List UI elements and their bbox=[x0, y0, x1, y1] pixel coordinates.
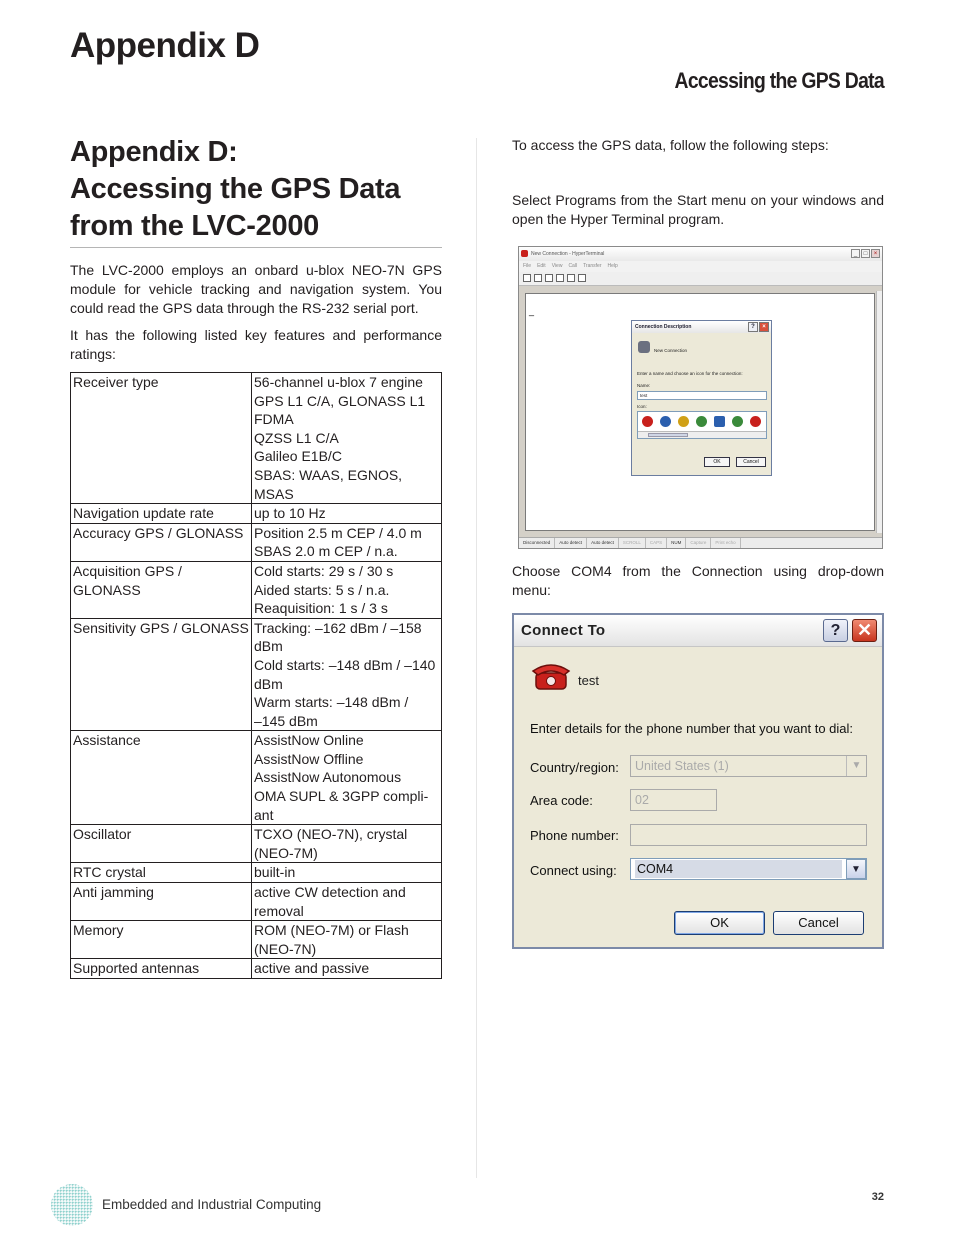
spec-key-line: Accuracy GPS / GLONASS bbox=[73, 524, 244, 541]
company-logo-icon bbox=[50, 1183, 94, 1227]
spec-row bbox=[71, 523, 442, 561]
ok-button[interactable]: OK bbox=[674, 911, 765, 935]
spec-value-line: (NEO-7N) bbox=[254, 940, 317, 957]
spec-value bbox=[252, 373, 442, 504]
connect-to-dialog-screenshot bbox=[512, 613, 884, 949]
earth-icon[interactable] bbox=[732, 416, 743, 427]
menu-view[interactable]: View bbox=[551, 263, 563, 269]
spec-row bbox=[71, 561, 442, 618]
spec-value-line: dBm bbox=[254, 675, 283, 692]
spec-key-line: Supported antennas bbox=[73, 960, 200, 977]
dialog-title-bar bbox=[632, 321, 771, 333]
section-title-line: Accessing the GPS Data bbox=[70, 173, 401, 205]
menu-help[interactable]: Help bbox=[607, 263, 618, 269]
chevron-down-icon[interactable]: ▼ bbox=[846, 859, 866, 879]
icon-picker[interactable] bbox=[637, 411, 767, 439]
left-column bbox=[70, 134, 442, 979]
area-code-label: Area code: bbox=[530, 793, 593, 808]
area-code-input[interactable]: 02 bbox=[630, 789, 717, 811]
spec-row bbox=[71, 373, 442, 504]
spec-key bbox=[71, 863, 252, 883]
spec-value-line: AssistNow Online bbox=[254, 732, 364, 749]
intro-paragraph: The LVC-2000 employs an onbard u-blox NEO-7N GPS module for vehicle tracking and navigation system. You could read the GPS data through the RS-232 serial port. bbox=[70, 262, 442, 316]
spec-key-line: Oscillator bbox=[73, 826, 132, 843]
spec-value-line: GPS L1 C/A, GLONASS L1 bbox=[254, 392, 426, 409]
connect-using-value: COM4 bbox=[635, 860, 842, 878]
spec-value-line: Cold starts: 29 s / 30 s bbox=[254, 562, 394, 579]
connection-name: test bbox=[578, 673, 599, 688]
spec-value-line: dBm bbox=[254, 638, 283, 655]
step-intro-paragraph: To access the GPS data, follow the following steps: bbox=[512, 137, 829, 153]
spec-value-line: TCXO (NEO-7N), crystal bbox=[254, 826, 408, 843]
running-head: Accessing the GPS Data bbox=[674, 68, 884, 93]
status-capture: Capture bbox=[686, 538, 711, 548]
section-title bbox=[70, 134, 442, 248]
cancel-button[interactable]: Cancel bbox=[773, 911, 864, 935]
maximize-icon[interactable]: □ bbox=[861, 249, 870, 258]
spec-row bbox=[71, 959, 442, 979]
globe-icon[interactable] bbox=[660, 416, 671, 427]
spec-key bbox=[71, 959, 252, 979]
spec-value bbox=[252, 825, 442, 863]
spec-key-line: Navigation update rate bbox=[73, 505, 214, 522]
phone-number-input[interactable] bbox=[630, 824, 867, 846]
spec-value-line: FDMA bbox=[254, 411, 294, 428]
spec-value bbox=[252, 618, 442, 731]
properties-icon[interactable] bbox=[578, 274, 586, 282]
terminal-scrollbar[interactable] bbox=[876, 291, 882, 533]
spec-value-line: built-in bbox=[254, 864, 296, 881]
spec-key bbox=[71, 504, 252, 524]
status-print-echo: Print echo bbox=[711, 538, 740, 548]
hyperterminal-window-title: New Connection - HyperTerminal bbox=[531, 251, 605, 257]
spec-key bbox=[71, 883, 252, 921]
phone-connection-icon bbox=[638, 341, 650, 353]
spec-value-line: active and passive bbox=[254, 960, 370, 977]
status-scroll: SCROLL bbox=[619, 538, 646, 548]
spec-key bbox=[71, 825, 252, 863]
spec-key bbox=[71, 731, 252, 825]
help-icon[interactable]: ? bbox=[748, 322, 758, 332]
menu-file[interactable]: File bbox=[523, 263, 532, 269]
menu-call[interactable]: Call bbox=[568, 263, 578, 269]
spec-row bbox=[71, 883, 442, 921]
menu-edit[interactable]: Edit bbox=[537, 263, 546, 269]
spec-value-line: ant bbox=[254, 806, 274, 823]
new-file-icon[interactable] bbox=[523, 274, 531, 282]
spec-row bbox=[71, 863, 442, 883]
country-label: Country/region: bbox=[530, 760, 619, 775]
tree-icon[interactable] bbox=[696, 416, 707, 427]
connect-to-title-bar bbox=[514, 615, 882, 647]
spec-value-line: SBAS: WAAS, EGNOS, MSAS bbox=[254, 466, 403, 502]
spec-value-line: Tracking: –162 dBm / –158 bbox=[254, 619, 422, 636]
spec-value-line: Position 2.5 m CEP / 4.0 m bbox=[254, 524, 422, 541]
status-bar bbox=[519, 537, 882, 548]
connect-using-label: Connect using: bbox=[530, 863, 617, 878]
spec-value-line: Warm starts: –148 dBm / bbox=[254, 694, 409, 711]
spec-value-line: Reaquisition: 1 s / 3 s bbox=[254, 600, 388, 617]
country-value: United States (1) bbox=[635, 759, 729, 773]
spec-key bbox=[71, 921, 252, 959]
status-detect: Auto detect bbox=[555, 538, 587, 548]
spec-row bbox=[71, 618, 442, 731]
spec-key-line: Assistance bbox=[73, 732, 141, 749]
dialog-prompt: Enter a name and choose an icon for the connection: bbox=[637, 371, 743, 376]
hyperterminal-menu-bar bbox=[519, 261, 882, 272]
gps-spec-table bbox=[70, 372, 442, 979]
spec-value bbox=[252, 959, 442, 979]
hyperterminal-title-bar bbox=[519, 247, 882, 261]
spec-value-line: removal bbox=[254, 902, 304, 919]
window-buttons bbox=[851, 249, 880, 258]
open-file-icon[interactable] bbox=[534, 274, 542, 282]
help-icon[interactable]: ? bbox=[823, 619, 848, 642]
spec-table-body bbox=[71, 373, 442, 979]
icon-scrollbar[interactable] bbox=[638, 431, 766, 438]
spec-value-line: (NEO-7M) bbox=[254, 844, 318, 861]
hyperterminal-screenshot bbox=[518, 246, 883, 549]
send-icon[interactable] bbox=[567, 274, 575, 282]
status-connection: Disconnected bbox=[519, 538, 555, 548]
hyperterminal-toolbar bbox=[519, 272, 882, 286]
close-icon[interactable]: ✕ bbox=[852, 619, 877, 642]
dial-instructions: Enter details for the phone number that you want to dial: bbox=[530, 721, 854, 736]
step2-paragraph: Choose COM4 from the Connection using drop-down menu: bbox=[512, 563, 884, 598]
footer-company: Embedded and Industrial Computing bbox=[102, 1197, 322, 1212]
connection-description-dialog bbox=[631, 320, 772, 476]
name-label: Name: bbox=[637, 383, 651, 388]
spec-value-line: Cold starts: –148 dBm / –140 bbox=[254, 656, 436, 673]
close-icon[interactable]: × bbox=[871, 249, 880, 258]
spec-value bbox=[252, 883, 442, 921]
spec-key bbox=[71, 523, 252, 561]
section-title-line: Appendix D: bbox=[70, 136, 238, 168]
spec-key-line: Anti jamming bbox=[73, 884, 154, 901]
chapter-title: Appendix D bbox=[70, 26, 260, 65]
spec-key-line: Receiver type bbox=[73, 374, 159, 390]
spec-key-line: GLONASS bbox=[73, 581, 141, 598]
status-num: NUM bbox=[667, 538, 686, 548]
disconnect-icon[interactable] bbox=[556, 274, 564, 282]
phone-icon bbox=[530, 659, 572, 693]
spec-value bbox=[252, 523, 442, 561]
spec-key-line: RTC crystal bbox=[73, 864, 146, 881]
section-title-line: from the LVC-2000 bbox=[70, 210, 319, 242]
status-detect: Auto detect bbox=[587, 538, 619, 548]
ok-button[interactable]: OK bbox=[704, 457, 730, 467]
spec-value-line: AssistNow Autonomous bbox=[254, 769, 402, 786]
terminal-cursor: _ bbox=[529, 306, 535, 316]
spec-key-line: Sensitivity GPS / GLONASS bbox=[73, 619, 249, 636]
icon-label: Icon: bbox=[637, 404, 647, 409]
features-intro-paragraph: It has the following listed key features and performance ratings: bbox=[70, 327, 442, 362]
spec-value bbox=[252, 561, 442, 618]
connect-using-select[interactable] bbox=[630, 858, 867, 880]
phone-icon[interactable] bbox=[545, 274, 553, 282]
icon-scrollbar-thumb[interactable] bbox=[648, 433, 688, 437]
spec-row bbox=[71, 825, 442, 863]
spec-value-line: OMA SUPL & 3GPP compli- bbox=[254, 788, 429, 805]
spec-key bbox=[71, 618, 252, 731]
phone-number-label: Phone number: bbox=[530, 828, 619, 843]
spec-value-line: AssistNow Offline bbox=[254, 750, 364, 767]
spec-value-line: –145 dBm bbox=[254, 712, 318, 729]
dialog-title-buttons bbox=[748, 322, 769, 332]
spec-row bbox=[71, 731, 442, 825]
spec-key-line: Memory bbox=[73, 922, 124, 939]
spec-value-line: SBAS 2.0 m CEP / n.a. bbox=[254, 543, 398, 560]
step1-paragraph: Select Programs from the Start menu on your windows and open the Hyper Terminal program. bbox=[512, 192, 884, 227]
name-input[interactable]: test bbox=[637, 391, 767, 400]
spec-key bbox=[71, 373, 252, 504]
phone-red-icon[interactable] bbox=[642, 416, 653, 427]
connect-to-title: Connect To bbox=[521, 622, 606, 639]
spec-value-line: ROM (NEO-7M) or Flash bbox=[254, 922, 409, 939]
spec-value bbox=[252, 863, 442, 883]
country-select[interactable] bbox=[630, 755, 867, 777]
cancel-button[interactable]: Cancel bbox=[736, 457, 766, 467]
spec-value-line: Aided starts: 5 s / n.a. bbox=[254, 581, 390, 598]
spec-value-line: 56-channel u-blox 7 engine bbox=[254, 374, 423, 390]
column-divider bbox=[476, 138, 477, 1178]
spec-value bbox=[252, 921, 442, 959]
pencil-icon[interactable] bbox=[678, 416, 689, 427]
hyperterminal-app-icon bbox=[521, 250, 528, 257]
spec-value bbox=[252, 504, 442, 524]
network-icon[interactable] bbox=[714, 416, 725, 427]
spec-value-line: Galileo E1B/C bbox=[254, 448, 342, 465]
spec-value-line: QZSS L1 C/A bbox=[254, 429, 339, 446]
spec-value-line: active CW detection and bbox=[254, 884, 406, 901]
close-icon[interactable]: × bbox=[759, 322, 769, 332]
status-caps: CAPS bbox=[646, 538, 667, 548]
spec-value bbox=[252, 731, 442, 825]
spec-row bbox=[71, 921, 442, 959]
chevron-down-icon[interactable]: ▼ bbox=[846, 756, 866, 776]
new-connection-label: New Connection bbox=[654, 348, 688, 353]
phone-icon[interactable] bbox=[750, 416, 761, 427]
dialog-title: Connection Description bbox=[635, 324, 692, 330]
menu-transfer[interactable]: Transfer bbox=[583, 263, 602, 269]
minimize-icon[interactable]: _ bbox=[851, 249, 860, 258]
spec-key bbox=[71, 561, 252, 618]
spec-key-line: Acquisition GPS / bbox=[73, 562, 182, 579]
page-number: 32 bbox=[871, 1191, 884, 1203]
spec-row bbox=[71, 504, 442, 524]
spec-value-line: up to 10 Hz bbox=[254, 505, 326, 522]
